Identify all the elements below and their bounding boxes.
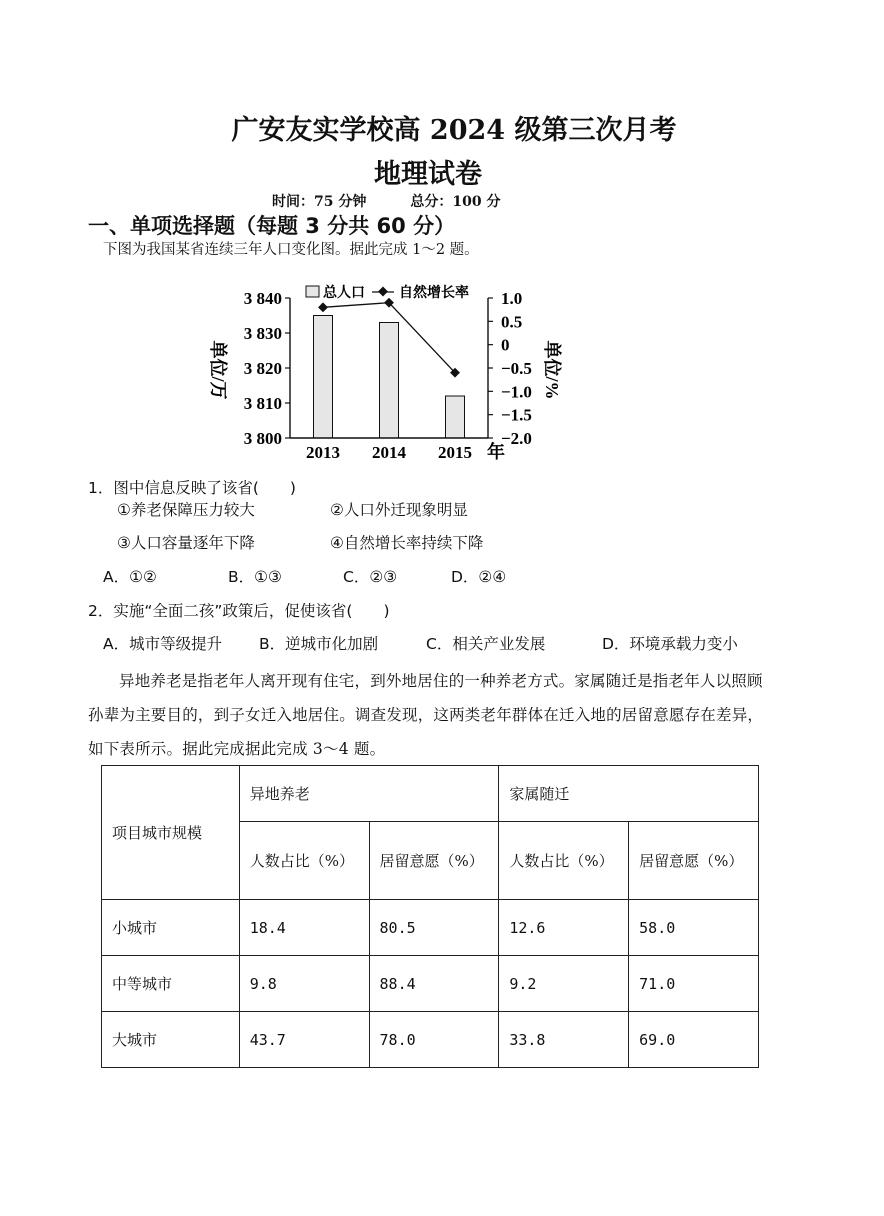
exam-title: 广安友实学校高 2024 级第三次月考 xyxy=(231,115,677,146)
population-bar xyxy=(380,323,399,439)
right-axis-ticks xyxy=(488,289,532,448)
right-axis-label: 单位/% xyxy=(542,340,562,400)
q1-item-4: ④自然增长率持续下降 xyxy=(330,534,484,552)
right-tick-label: 1.0 xyxy=(501,289,523,308)
table-corner-header: 项目城市规模 xyxy=(102,766,240,900)
right-tick-label: −0.5 xyxy=(501,359,532,378)
table-cell: 71.0 xyxy=(629,956,759,1012)
left-axis-ticks xyxy=(244,289,290,448)
table-cell: 80.5 xyxy=(369,900,499,956)
legend-bar-label: 总人口 xyxy=(323,286,365,301)
left-tick-label: 3 830 xyxy=(243,324,282,343)
q1-option-c[interactable]: C．②③ xyxy=(343,568,398,586)
table-row xyxy=(102,1012,759,1068)
left-tick-label: 3 810 xyxy=(243,394,282,413)
legend-line-label: 自然增长率 xyxy=(399,286,469,301)
q1-option-d[interactable]: D．②④ xyxy=(451,568,507,586)
table-cell: 43.7 xyxy=(239,1012,369,1068)
table-group-header: 异地养老 xyxy=(239,766,499,822)
exam-subtitle: 地理试卷 xyxy=(374,159,482,190)
q2-option-d[interactable]: D．环境承载力变小 xyxy=(602,635,738,653)
q2-option-b[interactable]: B．逆城市化加剧 xyxy=(259,635,379,653)
right-tick-label: −1.0 xyxy=(501,382,532,402)
q2-option-a[interactable]: A．城市等级提升 xyxy=(103,635,223,653)
q1-option-b[interactable]: B．①③ xyxy=(228,568,282,586)
exam-time: 时间：75 分钟 xyxy=(272,194,367,210)
x-tick-label: 2014 xyxy=(372,443,406,462)
table-cell: 58.0 xyxy=(629,900,759,956)
table-row xyxy=(102,900,759,956)
population-chart xyxy=(200,278,562,470)
table-subheader: 居留意愿（%） xyxy=(629,822,759,900)
population-bar xyxy=(314,316,333,439)
question-1-stem: 1．图中信息反映了该省( ) xyxy=(88,479,296,497)
right-tick-label: 0.5 xyxy=(501,312,523,332)
table-group-header: 家属随迁 xyxy=(499,766,759,822)
x-axis-unit: 年 xyxy=(487,442,505,462)
right-tick-label: −1.5 xyxy=(501,405,532,425)
table-cell: 9.2 xyxy=(499,956,629,1012)
question-2-stem: 2．实施“全面二孩”政策后，促使该省( ) xyxy=(88,602,390,620)
table-cell: 69.0 xyxy=(629,1012,759,1068)
left-tick-label: 3 840 xyxy=(243,289,282,308)
right-tick-label: 0 xyxy=(501,335,510,355)
exam-total-score: 总分：100 分 xyxy=(410,194,501,210)
growth-rate-point xyxy=(318,302,328,312)
table-subheader: 人数占比（%） xyxy=(499,822,629,900)
table-subheader: 居留意愿（%） xyxy=(369,822,499,900)
q2-option-c[interactable]: C．相关产业发展 xyxy=(426,635,546,653)
population-bar xyxy=(446,396,465,438)
left-axis-label: 单位/万 xyxy=(208,340,228,400)
table-cell: 33.8 xyxy=(499,1012,629,1068)
x-tick-label: 2015 xyxy=(438,443,472,462)
section-heading: 一、单项选择题（每题 3 分共 60 分） xyxy=(88,214,456,238)
row-label: 中等城市 xyxy=(102,956,240,1012)
exam-meta xyxy=(272,191,500,211)
passage-text: 异地养老是指老年人离开现有住宅，到外地居住的一种养老方式。家属随迁是指老年人以照顾孙辈为主要目的，到子女迁入地居住。调查发现，这两类老年群体在迁入地的居留意愿存在差异，如下表所示。据此完成据此完成 3～4 题。 xyxy=(88,672,764,758)
right-tick-label: −2.0 xyxy=(501,429,532,448)
table-cell: 88.4 xyxy=(369,956,499,1012)
left-tick-label: 3 800 xyxy=(243,429,282,448)
legend-line-marker xyxy=(378,287,388,297)
left-tick-label: 3 820 xyxy=(243,359,282,378)
x-tick-label: 2013 xyxy=(306,443,340,462)
table-cell: 78.0 xyxy=(369,1012,499,1068)
q1-item-1: ①养老保障压力较大 xyxy=(117,501,255,519)
table-subheader: 人数占比（%） xyxy=(239,822,369,900)
legend-bar-swatch xyxy=(306,286,319,297)
migration-table xyxy=(101,765,759,1068)
q1-item-3: ③人口容量逐年下降 xyxy=(117,534,255,552)
q1-item-2: ②人口外迁现象明显 xyxy=(330,501,468,519)
table-cell: 18.4 xyxy=(239,900,369,956)
table-cell: 12.6 xyxy=(499,900,629,956)
table-cell: 9.8 xyxy=(239,956,369,1012)
q1-option-a[interactable]: A．①② xyxy=(103,568,157,586)
chart-intro: 下图为我国某省连续三年人口变化图。据此完成 1～2 题。 xyxy=(103,242,479,258)
row-label: 大城市 xyxy=(102,1012,240,1068)
table-row xyxy=(102,956,759,1012)
row-label: 小城市 xyxy=(102,900,240,956)
